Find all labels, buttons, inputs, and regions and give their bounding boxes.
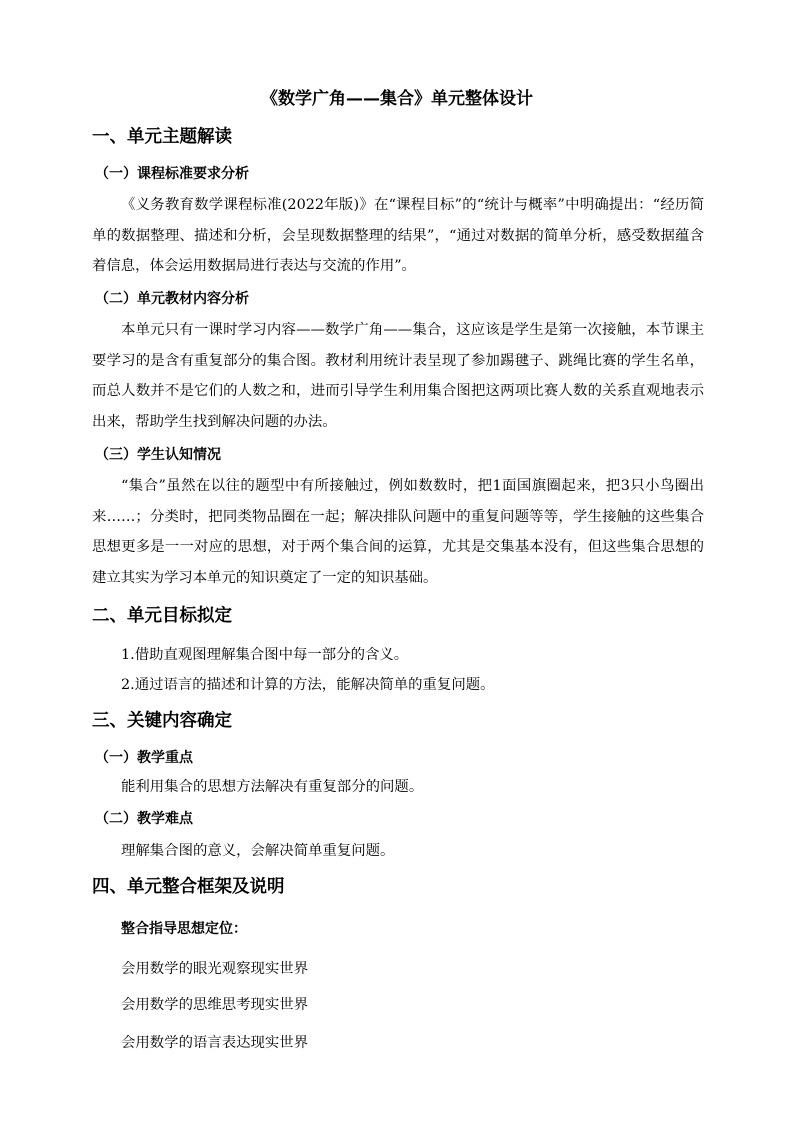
guide-line: 会用数学的思维思考现实世界: [121, 997, 309, 1013]
section-1-sub-1-paragraph: 《义务教育数学课程标准(2022年版)》在“课程目标”的“统计与概率”中明确提出：“经历简单的数据整理、描述和分析，会呈现数据整理的结果”，“通过对数据的简单分析，感受数据蕴含着信息，体会运用数据局进行表达与交流的作用”。: [92, 197, 704, 274]
section-2-heading: 二、单元目标拟定: [92, 606, 232, 626]
section-1-heading: 一、单元主题解读: [92, 127, 232, 147]
page-title: 《数学广角——集合》单元整体设计: [261, 89, 533, 109]
section-3-sub-2-heading: （二）教学难点: [95, 811, 193, 827]
goal-item: 2.通过语言的描述和计算的方法，能解决简单的重复问题。: [121, 677, 495, 693]
key-point-text: 能利用集合的思想方法解决有重复部分的问题。: [121, 779, 424, 795]
guide-label: 整合指导思想定位：: [121, 921, 247, 937]
section-1-sub-3-heading: （三）学生认知情况: [95, 447, 221, 463]
section-1-sub-3-paragraph: “集合”虽然在以往的题型中有所接触过，例如数数时，把1面国旗圈起来，把3只小鸟圈出来……；分类时，把同类物品圈在一起；解决排队问题中的重复问题等等，学生接触的这些集合思想更多是一一对应的思想，对于两个集合间的运算，尤其是交集基本没有，但这些集合思想的建立其实为学习本单元的知识奠定了一定的知识基础。: [92, 478, 704, 586]
section-1-sub-2-paragraph: 本单元只有一课时学习内容——数学广角——集合，这应该是学生是第一次接触，本节课主要学习的是含有重复部分的集合图。教材利用统计表呈现了参加踢毽子、跳绳比赛的学生名单，而总人数并不是它们的人数之和，进而引导学生利用集合图把这两项比赛人数的关系直观地表示出来，帮助学生找到解决问题的办法。: [92, 322, 704, 430]
difficulty-text: 理解集合图的意义，会解决简单重复问题。: [121, 843, 395, 859]
guide-line: 会用数学的眼光观察现实世界: [121, 961, 309, 977]
goal-item: 1.借助直观图理解集合图中每一部分的含义。: [121, 647, 409, 663]
section-4-heading: 四、单元整合框架及说明: [92, 877, 285, 897]
guide-line: 会用数学的语言表达现实世界: [121, 1035, 309, 1051]
section-1-sub-2-heading: （二）单元教材内容分析: [95, 291, 249, 307]
section-1-sub-1-heading: （一）课程标准要求分析: [95, 166, 249, 182]
section-3-sub-1-heading: （一）教学重点: [95, 750, 193, 766]
section-3-heading: 三、关键内容确定: [92, 711, 232, 731]
